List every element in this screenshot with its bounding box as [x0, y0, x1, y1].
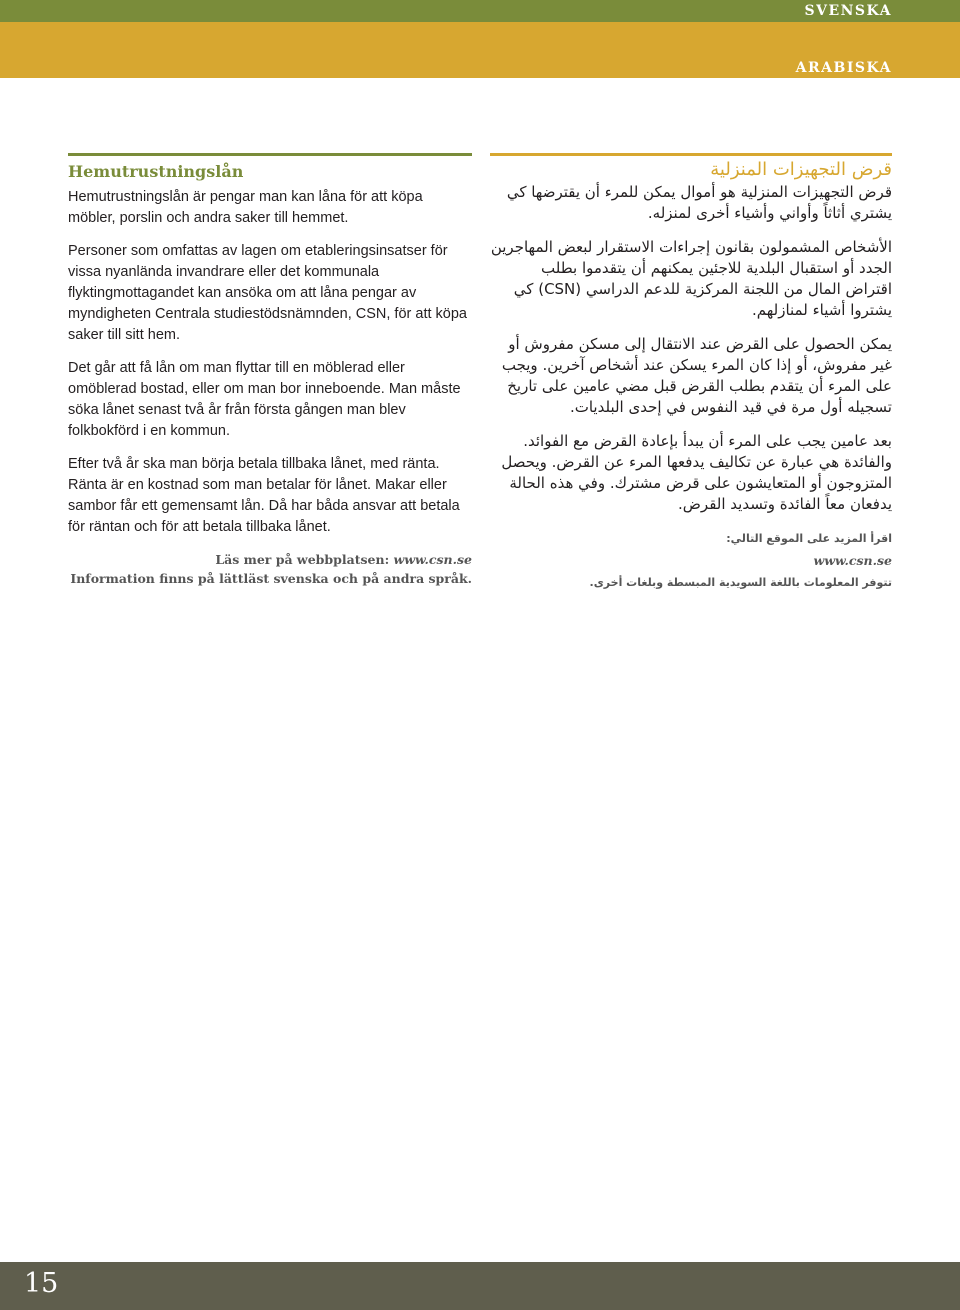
footer-band	[0, 1262, 960, 1310]
paragraph: Hemutrustningslån är pengar man kan låna för att köpa möbler, porslin och andra saker till hemmet.	[68, 189, 423, 226]
language-label-swedish: SVENSKA	[804, 3, 892, 19]
paragraph: الأشخاص المشمولون بقانون إجراءات الاستقرار لبعض المهاجرين الجدد أو استقبال البلدية للاجئين يمكنهم أن يتقدموا بطلب اقتراض المال من اللجنة المركزية للدعم الدراسي (CSN) كي يشتروا أشياء لمنازلهم.	[490, 238, 892, 319]
website-link[interactable]: www.csn.se	[813, 553, 892, 568]
paragraph: يمكن الحصول على القرض عند الانتقال إلى مسكن مفروش أو غير مفروش، أو إذا كان المرء يسكن عند أشخاص آخرين. ويجب على المرء أن يتقدم بطلب القرض قبل مضي عامين على تاريخ تسجيله أول مرة في قيد النفوس في إحدى البلديات.	[501, 335, 892, 416]
paragraph: Det går att få lån om man flyttar till en möblerad eller omöblerad bostad, eller om man bor inneboende. Man måste söka lånet senast två år från första gången man blev folkbokförd i en kommun.	[68, 360, 461, 439]
read-more-line	[68, 550, 472, 569]
swedish-column	[68, 153, 472, 588]
language-label-arabic: ARABISKA	[795, 60, 892, 76]
section-heading: قرض التجهيزات المنزلية	[710, 159, 892, 180]
section-rule	[490, 153, 892, 156]
page-number: 15	[24, 1268, 59, 1299]
info-line: تتوفر المعلومات باللغة السويدية المبسطة وبلغات أخرى.	[589, 576, 892, 589]
top-color-band	[0, 0, 960, 22]
section-heading: Hemutrustningslån	[68, 162, 244, 181]
paragraph: Personer som omfattas av lagen om etableringsinsatser för vissa nyanlända invandrare eller det kommunala flyktingmottagandet kan ansöka om att låna pengar av myndigheten Centrala studiestödsnämnden, CSN, för att köpa saker till sitt hem.	[68, 243, 467, 343]
read-more-label: Läs mer på webbplatsen:	[215, 552, 394, 567]
paragraph: Efter två år ska man börja betala tillbaka lånet, med ränta. Ränta är en kostnad som man betalar för lånet. Makar eller sambor får ett gemensamt lån. Då har båda ansvar att betala för räntan och för att betala tillbaka lånet.	[68, 456, 460, 535]
info-line: Information finns på lättläst svenska och på andra språk.	[70, 571, 472, 586]
read-more-label: اقرأ المزيد على الموقع التالي:	[726, 532, 892, 545]
website-link[interactable]: www.csn.se	[393, 552, 472, 567]
section-rule	[68, 153, 472, 156]
paragraph: بعد عامين يجب على المرء أن يبدأ بإعادة القرض مع الفوائد. والفائدة هي عبارة عن تكاليف يدفعها المرء عن القرض. ويحصل المتزوجون أو المتعايشون على قرض مشترك. وفي هذه الحالة يدفعان معاً الفائدة وتسديد القرض.	[501, 432, 892, 513]
paragraph: قرض التجهيزات المنزلية هو أموال يمكن للمرء أن يقترضها كي يشتري أثاثاً وأواني وأشياء أخرى لمنزله.	[506, 183, 892, 222]
arabic-column	[490, 153, 892, 594]
